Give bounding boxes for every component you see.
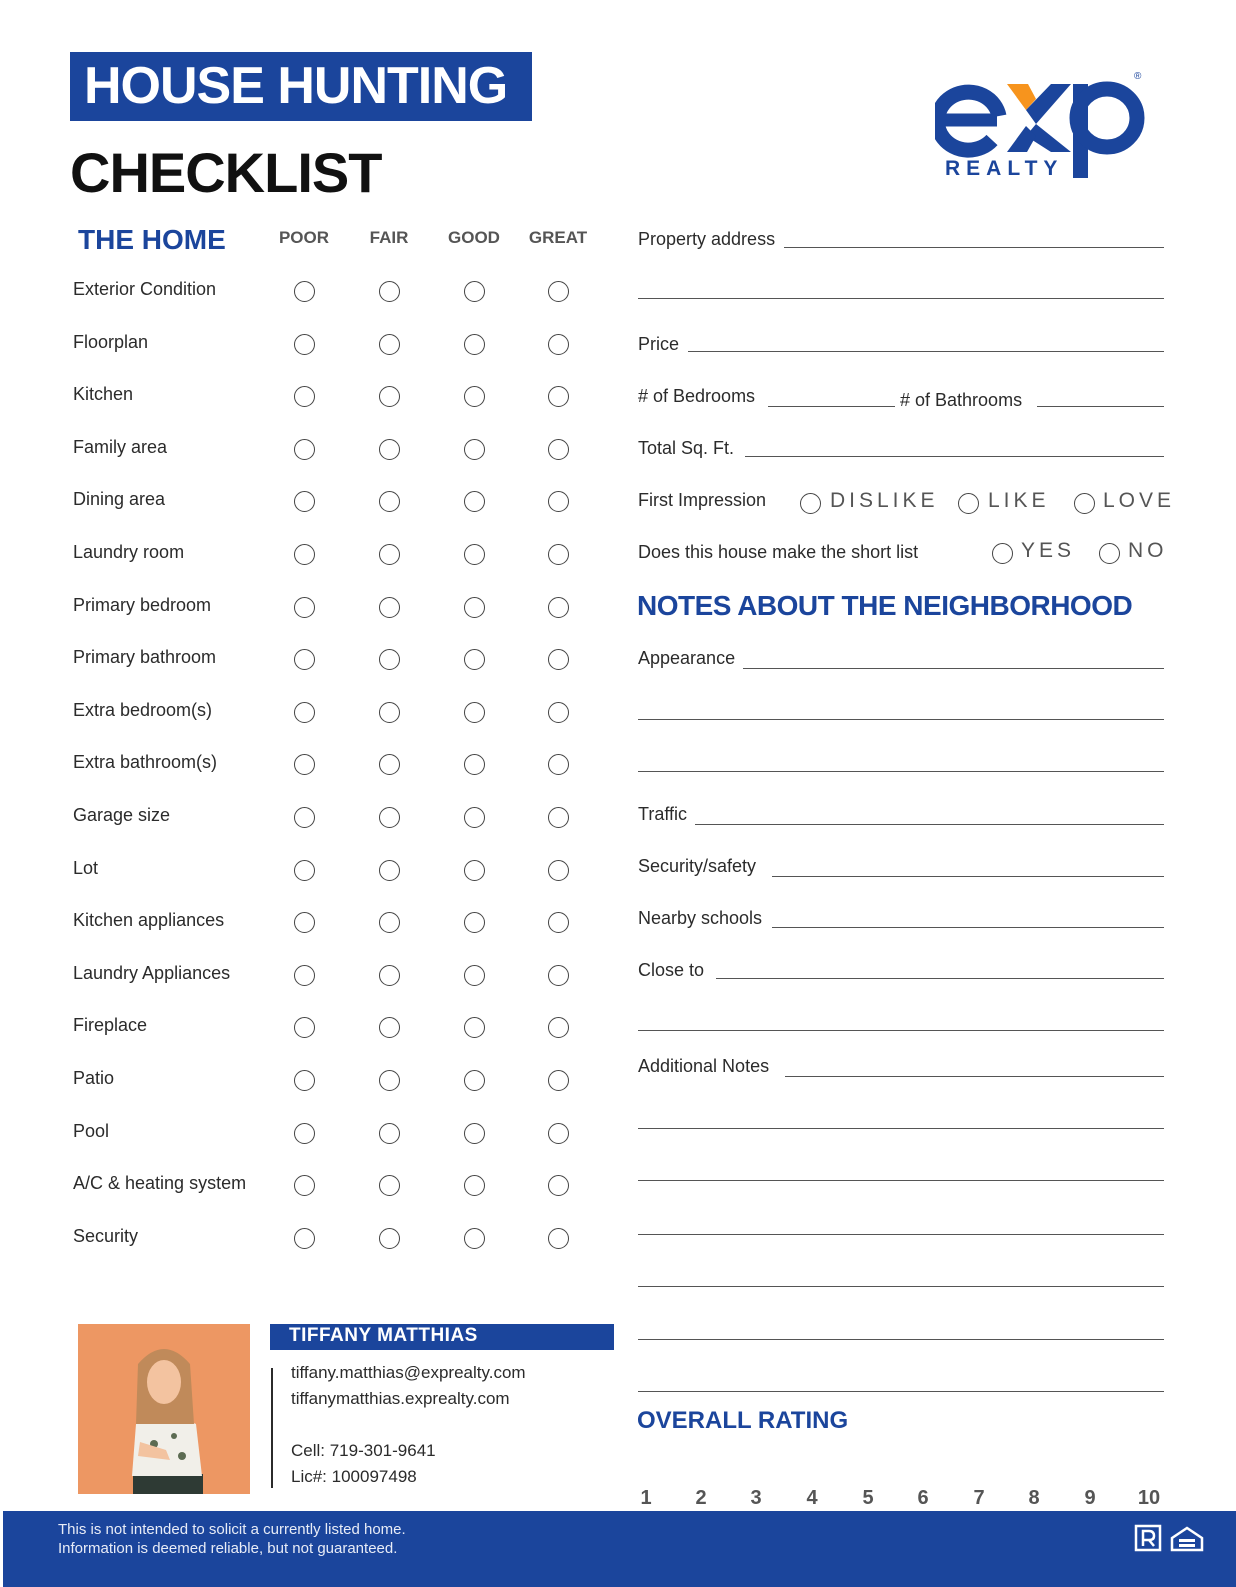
home-item-label: Garage size: [73, 805, 171, 825]
rating-number-5[interactable]: 5: [862, 1487, 874, 1509]
disclaimer-line-1: This is not intended to solicit a currently listed home.: [58, 1521, 406, 1538]
notes-line-3[interactable]: [638, 1180, 1164, 1181]
rating-radio-poor[interactable]: [294, 439, 315, 460]
sqft-line[interactable]: [745, 456, 1164, 457]
agent-name-bar: [270, 1324, 614, 1350]
first-impression-label: First Impression: [638, 490, 767, 510]
security-safety-label: Security/safety: [638, 856, 757, 876]
rating-radio-good[interactable]: [464, 1228, 485, 1249]
appearance-line[interactable]: [743, 668, 1164, 669]
price-label: Price: [638, 334, 680, 354]
rating-radio-good[interactable]: [464, 965, 485, 986]
column-header-great: GREAT: [528, 228, 588, 247]
property-address-line[interactable]: [784, 247, 1164, 248]
column-header-fair: FAIR: [369, 228, 409, 247]
rating-radio-fair[interactable]: [379, 281, 400, 302]
rating-number-9[interactable]: 9: [1084, 1487, 1096, 1509]
rating-radio-great[interactable]: [548, 544, 569, 565]
close-to-label: Close to: [638, 960, 705, 980]
impression-love-radio[interactable]: [1074, 493, 1095, 514]
home-item-label: Security: [73, 1225, 139, 1246]
agent-email[interactable]: tiffany.matthias@exprealty.com: [291, 1363, 526, 1382]
rating-radio-poor[interactable]: [294, 1228, 315, 1249]
agent-photo: [78, 1324, 250, 1494]
additional-notes-line[interactable]: [785, 1076, 1164, 1077]
rating-radio-great[interactable]: [548, 1017, 569, 1038]
rating-radio-fair[interactable]: [379, 1017, 400, 1038]
close-to-line-2[interactable]: [638, 1030, 1164, 1031]
rating-radio-good[interactable]: [464, 544, 485, 565]
rating-radio-poor[interactable]: [294, 1070, 315, 1091]
rating-radio-fair[interactable]: [379, 649, 400, 670]
overall-rating-title: OVERALL RATING: [637, 1407, 849, 1434]
rating-radio-fair[interactable]: [379, 439, 400, 460]
short-list-no-radio[interactable]: [1099, 543, 1120, 564]
rating-radio-good[interactable]: [464, 702, 485, 723]
home-item-label: Primary bedroom: [73, 594, 212, 615]
rating-radio-great[interactable]: [548, 1175, 569, 1196]
rating-radio-great[interactable]: [548, 439, 569, 460]
rating-radio-good[interactable]: [464, 1175, 485, 1196]
traffic-line[interactable]: [695, 824, 1164, 825]
rating-number-7[interactable]: 7: [973, 1487, 985, 1509]
home-item-label: Fireplace: [73, 1015, 148, 1036]
home-item-label: Primary bathroom: [73, 647, 217, 668]
rating-radio-poor[interactable]: [294, 965, 315, 986]
rating-radio-fair[interactable]: [379, 807, 400, 828]
rating-radio-great[interactable]: [548, 754, 569, 775]
neighborhood-section-title: NOTES ABOUT THE NEIGHBORHOOD: [637, 590, 1133, 621]
home-item-label: Family area: [73, 436, 168, 457]
agent-divider: [271, 1368, 273, 1488]
rating-radio-poor[interactable]: [294, 491, 315, 512]
column-header-good: GOOD: [448, 228, 500, 247]
rating-radio-poor[interactable]: [294, 649, 315, 670]
rating-radio-fair[interactable]: [379, 860, 400, 881]
home-item-label: Extra bedroom(s): [73, 699, 213, 720]
rating-radio-great[interactable]: [548, 702, 569, 723]
rating-radio-poor[interactable]: [294, 1175, 315, 1196]
home-item-label: Laundry room: [73, 542, 185, 562]
short-list-yes-label: YES: [1021, 539, 1076, 562]
rating-radio-good[interactable]: [464, 386, 485, 407]
rating-number-6[interactable]: 6: [917, 1487, 929, 1509]
rating-radio-great[interactable]: [548, 807, 569, 828]
rating-radio-fair[interactable]: [379, 1228, 400, 1249]
bedrooms-label: # of Bedrooms: [638, 386, 756, 406]
rating-radio-good[interactable]: [464, 807, 485, 828]
rating-radio-fair[interactable]: [379, 1070, 400, 1091]
notes-line-2[interactable]: [638, 1128, 1164, 1129]
impression-like-label: LIKE: [988, 489, 1050, 512]
rating-radio-good[interactable]: [464, 491, 485, 512]
traffic-label: Traffic: [638, 804, 688, 824]
property-address-line-2[interactable]: [638, 298, 1164, 299]
rating-radio-fair[interactable]: [379, 386, 400, 407]
security-safety-line[interactable]: [772, 876, 1164, 877]
rating-radio-good[interactable]: [464, 439, 485, 460]
rating-radio-great[interactable]: [548, 491, 569, 512]
bedrooms-line[interactable]: [768, 406, 895, 407]
agent-name: TIFFANY MATTHIAS: [289, 1325, 478, 1346]
rating-radio-fair[interactable]: [379, 1175, 400, 1196]
exp-realty-logo: [935, 66, 1155, 184]
home-item-label: Extra bathroom(s): [73, 752, 218, 773]
disclaimer-line-2: Information is deemed reliable, but not guaranteed.: [58, 1540, 398, 1557]
rating-radio-good[interactable]: [464, 649, 485, 670]
rating-radio-good[interactable]: [464, 281, 485, 302]
rating-radio-poor[interactable]: [294, 807, 315, 828]
rating-radio-poor[interactable]: [294, 334, 315, 355]
logo-realty-text: REALTY: [945, 157, 1064, 180]
rating-radio-good[interactable]: [464, 334, 485, 355]
short-list-label: Does this house make the short list: [638, 542, 919, 562]
rating-radio-great[interactable]: [548, 386, 569, 407]
sqft-label: Total Sq. Ft.: [638, 438, 735, 458]
rating-radio-good[interactable]: [464, 1017, 485, 1038]
notes-line-5[interactable]: [638, 1286, 1164, 1287]
appearance-label: Appearance: [638, 648, 736, 668]
rating-radio-great[interactable]: [548, 1123, 569, 1144]
rating-radio-fair[interactable]: [379, 912, 400, 933]
rating-radio-fair[interactable]: [379, 597, 400, 618]
rating-number-2[interactable]: 2: [695, 1487, 707, 1509]
rating-radio-great[interactable]: [548, 334, 569, 355]
rating-radio-poor[interactable]: [294, 281, 315, 302]
realtor-equal-housing-icons: [1134, 1524, 1206, 1560]
notes-line-7[interactable]: [638, 1391, 1164, 1392]
home-item-label: Exterior Condition: [73, 279, 217, 299]
rating-radio-good[interactable]: [464, 597, 485, 618]
rating-number-10[interactable]: 10: [1137, 1487, 1161, 1509]
home-item-label: Dining area: [73, 489, 166, 510]
home-item-label: Kitchen appliances: [73, 910, 225, 931]
rating-radio-good[interactable]: [464, 754, 485, 775]
rating-radio-good[interactable]: [464, 860, 485, 881]
rating-radio-good[interactable]: [464, 912, 485, 933]
rating-radio-great[interactable]: [548, 860, 569, 881]
rating-radio-good[interactable]: [464, 1123, 485, 1144]
rating-radio-fair[interactable]: [379, 491, 400, 512]
rating-radio-poor[interactable]: [294, 544, 315, 565]
rating-radio-great[interactable]: [548, 912, 569, 933]
rating-radio-poor[interactable]: [294, 597, 315, 618]
rating-radio-poor[interactable]: [294, 1017, 315, 1038]
home-item-label: Floorplan: [73, 331, 149, 352]
rating-radio-great[interactable]: [548, 649, 569, 670]
rating-radio-great[interactable]: [548, 597, 569, 618]
agent-license: Lic#: 100097498: [291, 1467, 417, 1486]
rating-radio-fair[interactable]: [379, 702, 400, 723]
appearance-line-2[interactable]: [638, 719, 1164, 720]
home-item-label: Patio: [73, 1068, 115, 1088]
property-address-label: Property address: [638, 229, 776, 249]
impression-love-label: LOVE: [1103, 489, 1176, 512]
price-line[interactable]: [688, 351, 1164, 352]
rating-number-8[interactable]: 8: [1028, 1487, 1040, 1509]
rating-radio-fair[interactable]: [379, 754, 400, 775]
rating-number-1[interactable]: 1: [640, 1487, 652, 1509]
home-item-label: Kitchen: [73, 384, 134, 405]
rating-radio-great[interactable]: [548, 965, 569, 986]
nearby-schools-line[interactable]: [772, 927, 1164, 928]
home-item-label: Lot: [73, 857, 99, 878]
close-to-line[interactable]: [716, 978, 1164, 979]
rating-radio-fair[interactable]: [379, 965, 400, 986]
impression-like-radio[interactable]: [958, 493, 979, 514]
rating-radio-fair[interactable]: [379, 1123, 400, 1144]
rating-radio-great[interactable]: [548, 281, 569, 302]
title-line1: HOUSE HUNTING: [84, 57, 508, 115]
rating-number-3[interactable]: 3: [750, 1487, 762, 1509]
rating-radio-fair[interactable]: [379, 544, 400, 565]
home-section-title: THE HOME: [78, 224, 226, 255]
notes-line-4[interactable]: [638, 1234, 1164, 1235]
rating-radio-great[interactable]: [548, 1228, 569, 1249]
rating-radio-poor[interactable]: [294, 912, 315, 933]
bathrooms-line[interactable]: [1037, 406, 1164, 407]
home-item-label: Laundry Appliances: [73, 962, 231, 983]
nearby-schools-label: Nearby schools: [638, 908, 763, 928]
home-item-label: A/C & heating system: [73, 1173, 247, 1194]
impression-dislike-radio[interactable]: [800, 493, 821, 514]
appearance-line-3[interactable]: [638, 771, 1164, 772]
agent-cell[interactable]: Cell: 719-301-9641: [291, 1441, 436, 1460]
rating-radio-poor[interactable]: [294, 754, 315, 775]
notes-line-6[interactable]: [638, 1339, 1164, 1340]
rating-radio-poor[interactable]: [294, 860, 315, 881]
short-list-no-label: NO: [1128, 539, 1168, 562]
registered-mark: ®: [1134, 71, 1142, 82]
additional-notes-label: Additional Notes: [638, 1056, 770, 1076]
short-list-yes-radio[interactable]: [992, 543, 1013, 564]
rating-number-4[interactable]: 4: [806, 1487, 818, 1509]
column-header-poor: POOR: [278, 228, 330, 247]
title-banner: [70, 52, 532, 121]
rating-radio-good[interactable]: [464, 1070, 485, 1091]
impression-dislike-label: DISLIKE: [830, 489, 939, 512]
rating-radio-poor[interactable]: [294, 702, 315, 723]
home-item-label: Pool: [73, 1120, 110, 1141]
title-line2: CHECKLIST: [70, 141, 382, 204]
rating-radio-great[interactable]: [548, 1070, 569, 1091]
bathrooms-label: # of Bathrooms: [900, 390, 1023, 410]
rating-radio-fair[interactable]: [379, 334, 400, 355]
agent-website[interactable]: tiffanymatthias.exprealty.com: [291, 1389, 510, 1408]
rating-radio-poor[interactable]: [294, 1123, 315, 1144]
rating-radio-poor[interactable]: [294, 386, 315, 407]
